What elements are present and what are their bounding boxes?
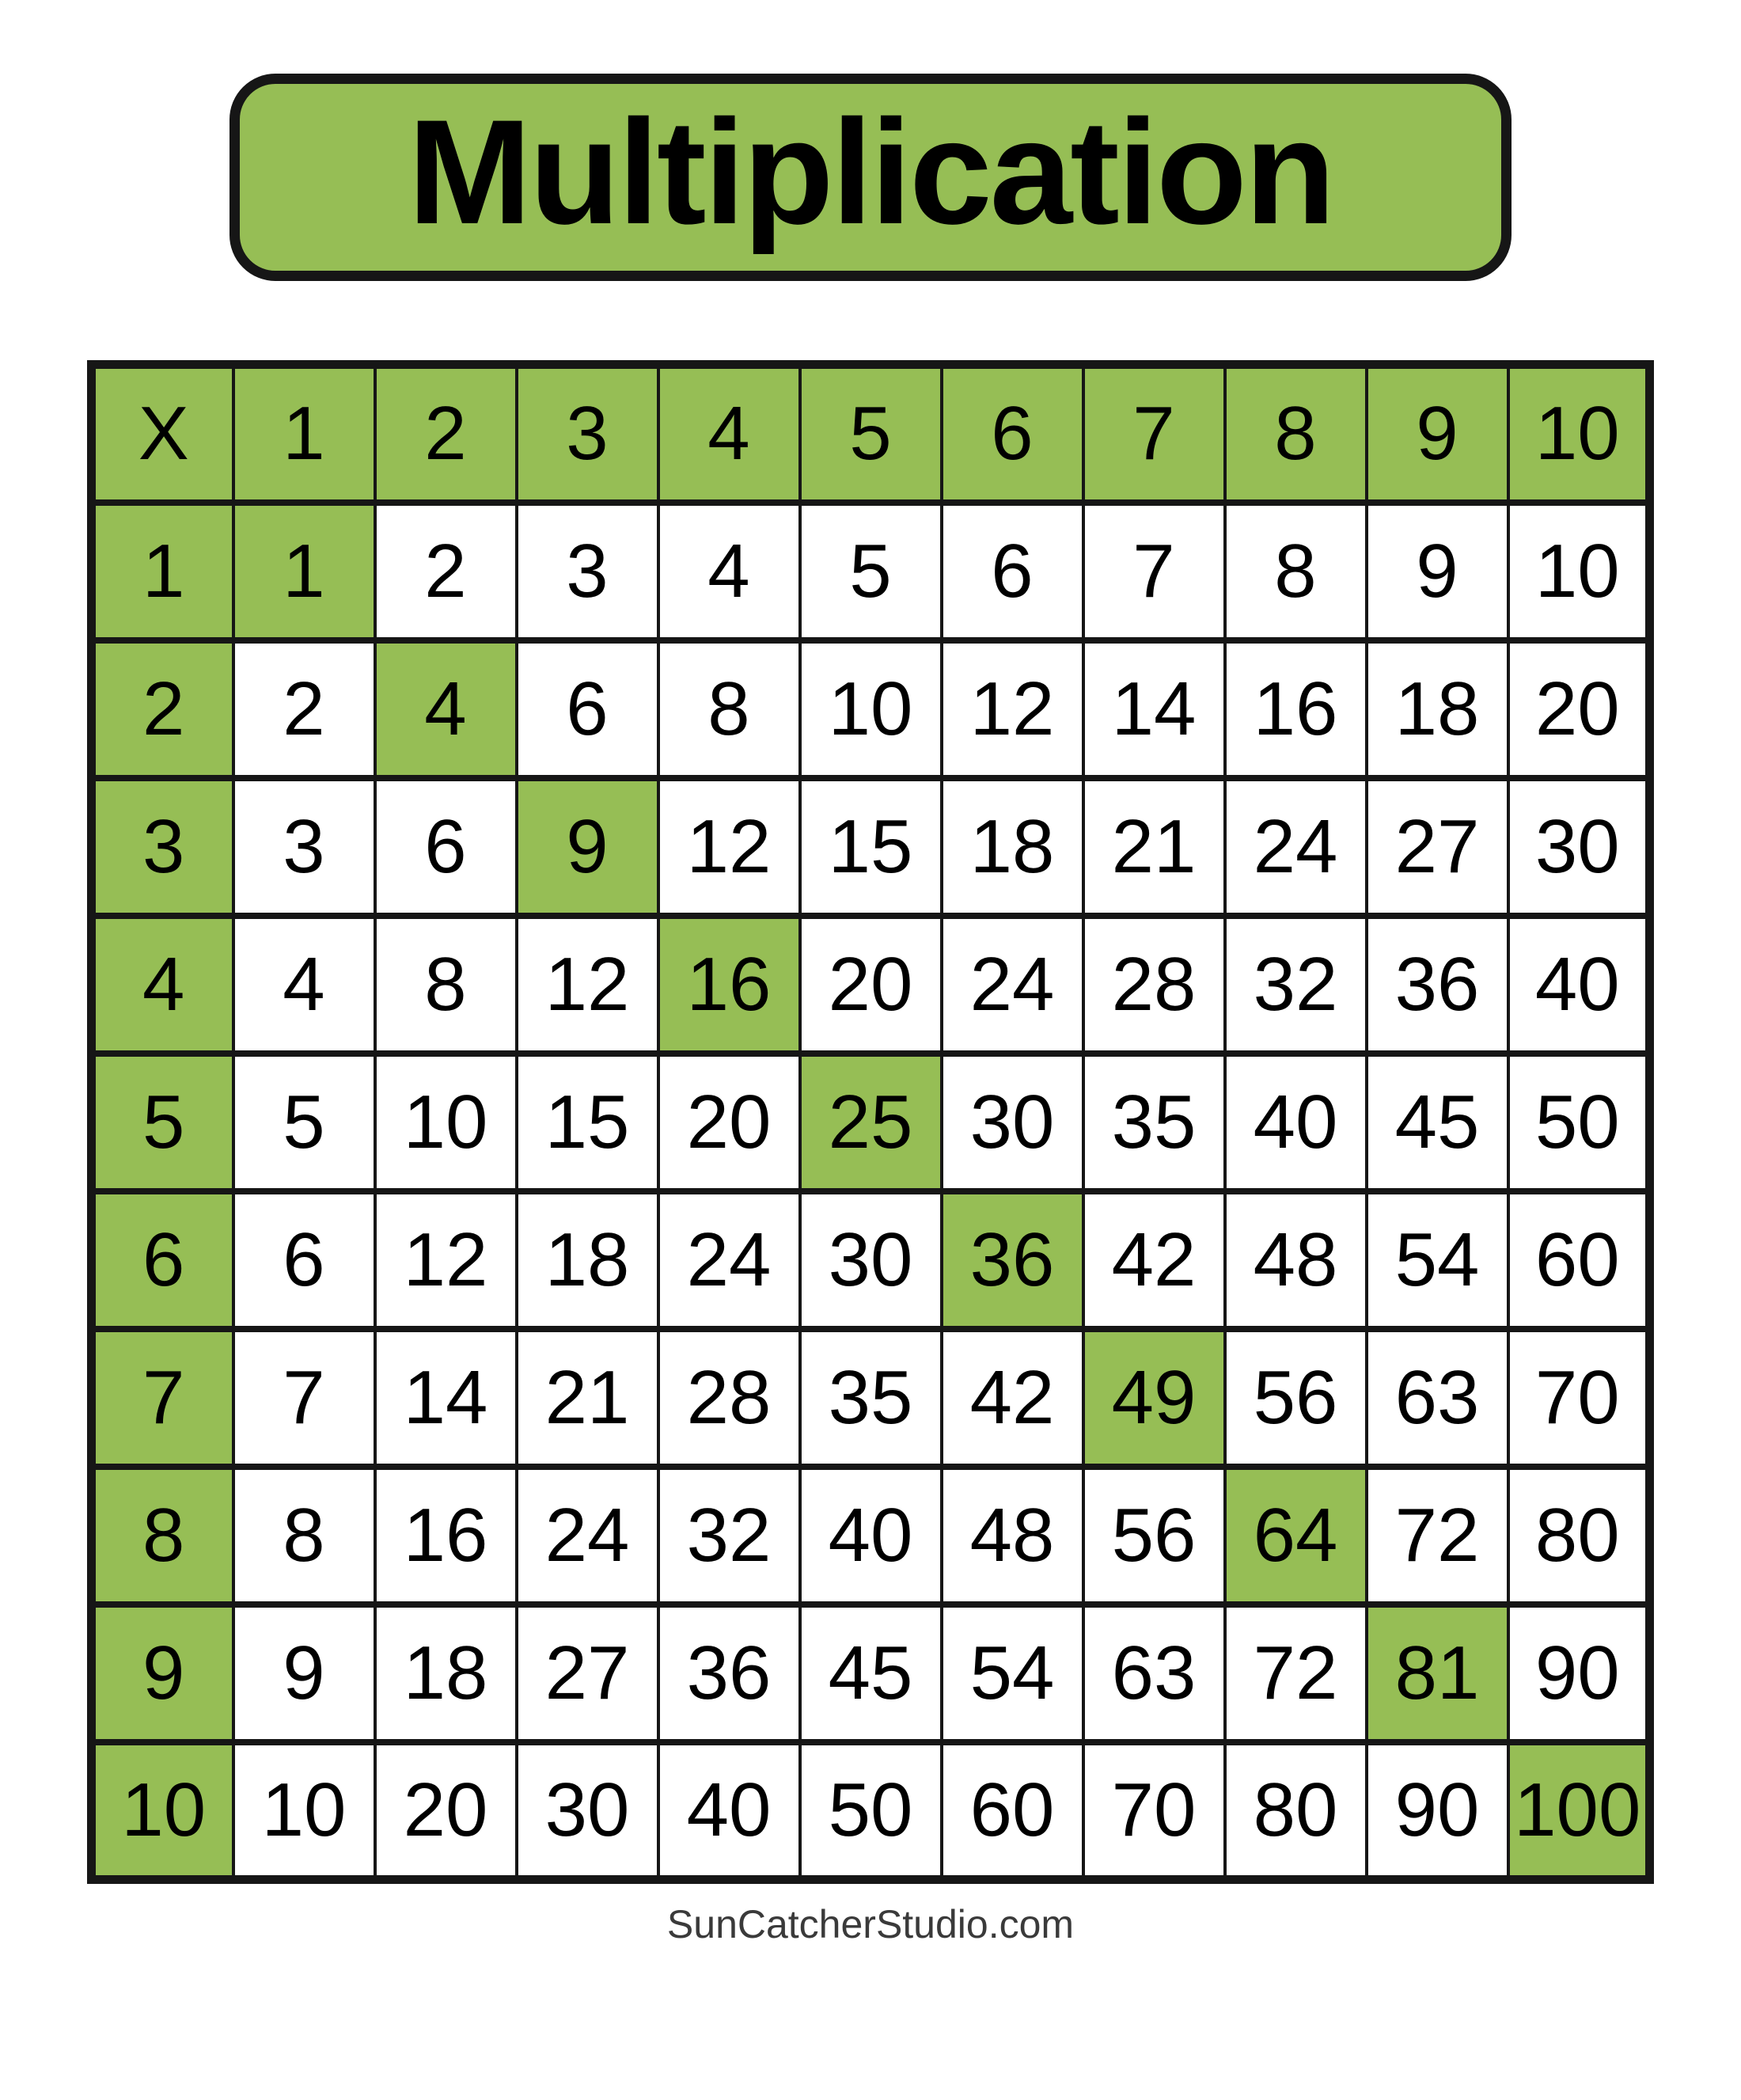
product-cell: 90 bbox=[1508, 1604, 1650, 1742]
product-cell: 60 bbox=[942, 1742, 1083, 1880]
table-row bbox=[92, 1742, 1650, 1880]
product-cell: 63 bbox=[1367, 1329, 1508, 1467]
product-cell: 7 bbox=[233, 1329, 375, 1467]
multiplication-table bbox=[87, 360, 1654, 1884]
product-cell: 18 bbox=[1367, 640, 1508, 778]
column-header-cell: 10 bbox=[1508, 365, 1650, 503]
product-cell: 70 bbox=[1083, 1742, 1225, 1880]
product-cell: 6 bbox=[942, 503, 1083, 640]
product-cell: 21 bbox=[517, 1329, 658, 1467]
product-cell: 42 bbox=[1083, 1191, 1225, 1329]
product-cell: 8 bbox=[658, 640, 800, 778]
product-cell: 4 bbox=[658, 503, 800, 640]
product-cell: 3 bbox=[233, 778, 375, 916]
product-cell: 50 bbox=[1508, 1054, 1650, 1191]
product-cell: 56 bbox=[1225, 1329, 1367, 1467]
product-cell: 27 bbox=[517, 1604, 658, 1742]
column-header-cell: 2 bbox=[375, 365, 517, 503]
product-cell: 14 bbox=[375, 1329, 517, 1467]
product-cell: 1 bbox=[233, 503, 375, 640]
product-cell: 36 bbox=[658, 1604, 800, 1742]
product-cell: 40 bbox=[1225, 1054, 1367, 1191]
product-cell: 14 bbox=[1083, 640, 1225, 778]
product-cell: 56 bbox=[1083, 1467, 1225, 1604]
product-cell: 81 bbox=[1367, 1604, 1508, 1742]
product-cell: 18 bbox=[942, 778, 1083, 916]
product-cell: 36 bbox=[942, 1191, 1083, 1329]
table-row bbox=[92, 1329, 1650, 1467]
product-cell: 18 bbox=[517, 1191, 658, 1329]
table-row bbox=[92, 1191, 1650, 1329]
header-row bbox=[92, 365, 1650, 503]
table-row bbox=[92, 503, 1650, 640]
product-cell: 27 bbox=[1367, 778, 1508, 916]
product-cell: 8 bbox=[1225, 503, 1367, 640]
product-cell: 5 bbox=[800, 503, 942, 640]
product-cell: 72 bbox=[1367, 1467, 1508, 1604]
product-cell: 16 bbox=[658, 916, 800, 1054]
product-cell: 30 bbox=[942, 1054, 1083, 1191]
product-cell: 8 bbox=[375, 916, 517, 1054]
product-cell: 16 bbox=[1225, 640, 1367, 778]
product-cell: 24 bbox=[1225, 778, 1367, 916]
column-header-cell: 4 bbox=[658, 365, 800, 503]
product-cell: 20 bbox=[1508, 640, 1650, 778]
footer-credit: SunCatcherStudio.com bbox=[666, 1902, 1075, 1946]
product-cell: 6 bbox=[517, 640, 658, 778]
column-header-cell: 9 bbox=[1367, 365, 1508, 503]
product-cell: 9 bbox=[1367, 503, 1508, 640]
product-cell: 60 bbox=[1508, 1191, 1650, 1329]
product-cell: 24 bbox=[517, 1467, 658, 1604]
column-header-cell: 5 bbox=[800, 365, 942, 503]
product-cell: 35 bbox=[1083, 1054, 1225, 1191]
product-cell: 45 bbox=[1367, 1054, 1508, 1191]
product-cell: 10 bbox=[1508, 503, 1650, 640]
row-header-cell: 5 bbox=[92, 1054, 233, 1191]
product-cell: 2 bbox=[375, 503, 517, 640]
product-cell: 90 bbox=[1367, 1742, 1508, 1880]
corner-cell: X bbox=[92, 365, 233, 503]
product-cell: 3 bbox=[517, 503, 658, 640]
product-cell: 20 bbox=[375, 1742, 517, 1880]
product-cell: 36 bbox=[1367, 916, 1508, 1054]
product-cell: 12 bbox=[658, 778, 800, 916]
product-cell: 54 bbox=[1367, 1191, 1508, 1329]
product-cell: 70 bbox=[1508, 1329, 1650, 1467]
column-header-cell: 8 bbox=[1225, 365, 1367, 503]
product-cell: 49 bbox=[1083, 1329, 1225, 1467]
row-header-cell: 8 bbox=[92, 1467, 233, 1604]
row-header-cell: 9 bbox=[92, 1604, 233, 1742]
column-header-cell: 6 bbox=[942, 365, 1083, 503]
product-cell: 30 bbox=[800, 1191, 942, 1329]
product-cell: 100 bbox=[1508, 1742, 1650, 1880]
product-cell: 18 bbox=[375, 1604, 517, 1742]
column-header-cell: 7 bbox=[1083, 365, 1225, 503]
table-row bbox=[92, 640, 1650, 778]
product-cell: 50 bbox=[800, 1742, 942, 1880]
row-header-cell: 2 bbox=[92, 640, 233, 778]
product-cell: 4 bbox=[233, 916, 375, 1054]
product-cell: 9 bbox=[517, 778, 658, 916]
row-header-cell: 4 bbox=[92, 916, 233, 1054]
row-header-cell: 10 bbox=[92, 1742, 233, 1880]
product-cell: 24 bbox=[658, 1191, 800, 1329]
row-header-cell: 6 bbox=[92, 1191, 233, 1329]
product-cell: 30 bbox=[517, 1742, 658, 1880]
product-cell: 72 bbox=[1225, 1604, 1367, 1742]
table-row bbox=[92, 1054, 1650, 1191]
product-cell: 15 bbox=[517, 1054, 658, 1191]
product-cell: 9 bbox=[233, 1604, 375, 1742]
product-cell: 24 bbox=[942, 916, 1083, 1054]
product-cell: 42 bbox=[942, 1329, 1083, 1467]
product-cell: 21 bbox=[1083, 778, 1225, 916]
product-cell: 8 bbox=[233, 1467, 375, 1604]
product-cell: 48 bbox=[942, 1467, 1083, 1604]
product-cell: 7 bbox=[1083, 503, 1225, 640]
product-cell: 10 bbox=[800, 640, 942, 778]
product-cell: 64 bbox=[1225, 1467, 1367, 1604]
multiplication-table-body bbox=[92, 365, 1650, 1880]
product-cell: 16 bbox=[375, 1467, 517, 1604]
product-cell: 6 bbox=[375, 778, 517, 916]
product-cell: 63 bbox=[1083, 1604, 1225, 1742]
product-cell: 40 bbox=[1508, 916, 1650, 1054]
product-cell: 10 bbox=[233, 1742, 375, 1880]
product-cell: 10 bbox=[375, 1054, 517, 1191]
product-cell: 5 bbox=[233, 1054, 375, 1191]
column-header-cell: 1 bbox=[233, 365, 375, 503]
column-header-cell: 3 bbox=[517, 365, 658, 503]
table-row bbox=[92, 1467, 1650, 1604]
product-cell: 30 bbox=[1508, 778, 1650, 916]
product-cell: 80 bbox=[1508, 1467, 1650, 1604]
table-row bbox=[92, 778, 1650, 916]
product-cell: 45 bbox=[800, 1604, 942, 1742]
product-cell: 28 bbox=[1083, 916, 1225, 1054]
product-cell: 54 bbox=[942, 1604, 1083, 1742]
product-cell: 20 bbox=[658, 1054, 800, 1191]
product-cell: 12 bbox=[517, 916, 658, 1054]
page-title: Multiplication bbox=[408, 89, 1333, 255]
table-row bbox=[92, 916, 1650, 1054]
product-cell: 20 bbox=[800, 916, 942, 1054]
product-cell: 40 bbox=[658, 1742, 800, 1880]
product-cell: 35 bbox=[800, 1329, 942, 1467]
product-cell: 12 bbox=[375, 1191, 517, 1329]
product-cell: 12 bbox=[942, 640, 1083, 778]
product-cell: 4 bbox=[375, 640, 517, 778]
product-cell: 48 bbox=[1225, 1191, 1367, 1329]
product-cell: 40 bbox=[800, 1467, 942, 1604]
product-cell: 28 bbox=[658, 1329, 800, 1467]
product-cell: 15 bbox=[800, 778, 942, 916]
row-header-cell: 7 bbox=[92, 1329, 233, 1467]
product-cell: 2 bbox=[233, 640, 375, 778]
row-header-cell: 3 bbox=[92, 778, 233, 916]
product-cell: 32 bbox=[658, 1467, 800, 1604]
table-row bbox=[92, 1604, 1650, 1742]
product-cell: 6 bbox=[233, 1191, 375, 1329]
product-cell: 80 bbox=[1225, 1742, 1367, 1880]
title-banner bbox=[229, 74, 1512, 281]
product-cell: 25 bbox=[800, 1054, 942, 1191]
row-header-cell: 1 bbox=[92, 503, 233, 640]
product-cell: 32 bbox=[1225, 916, 1367, 1054]
